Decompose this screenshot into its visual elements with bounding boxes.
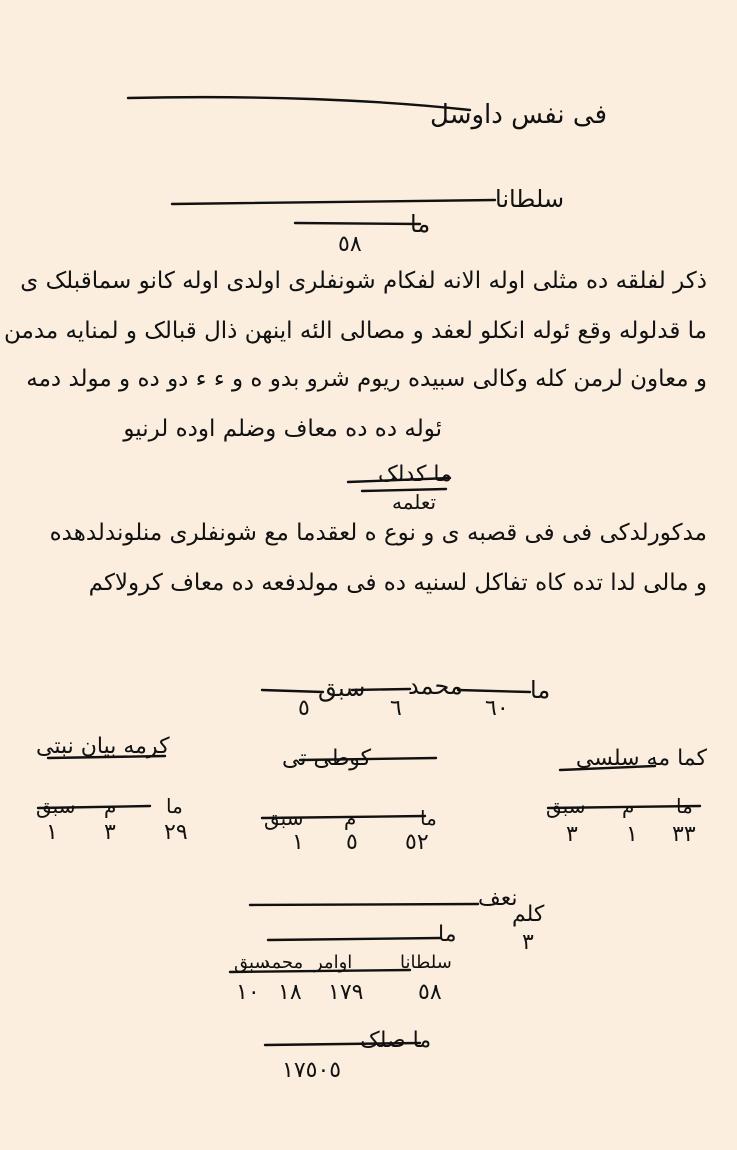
group-center-value-3: ١ xyxy=(292,830,304,855)
paragraph-one-line-4: ئوله ده ده معاف وضلم اوده لرنیو xyxy=(123,416,442,442)
line-three-overline xyxy=(295,223,420,224)
group-left-label-3: سبق xyxy=(546,794,586,818)
group-right-title: کرمه بیان نبتی xyxy=(36,734,170,759)
group-left-title: کما مه سلسی xyxy=(575,746,707,771)
summary-value-a: ٦٠ xyxy=(485,696,509,721)
group-left-value-1: ٣٣ xyxy=(672,822,696,847)
summary-label-b: محمد xyxy=(408,672,463,700)
final-total-label: کلم xyxy=(512,902,545,927)
group-right-value-1: ٢٩ xyxy=(164,820,188,845)
final-row-label: ما xyxy=(438,922,457,947)
summary-stroke-a xyxy=(458,690,530,692)
paragraph-one-line-1: ذکر لفلقه ده مثلی اوله الانه لفکام شونفلری اولدی اوله کانو سماقبلک ی xyxy=(20,268,707,294)
paragraph-two-line-1: مدکورلدکی فی فی قصبه ی و نوع ه لعقدما مع شونفلری منلوندلدهده xyxy=(49,520,707,546)
paragraph-one-line-2: ما قدلوله وقع ئوله انکلو لعفد و مصالی الئه اینهن ذال قبالک و لمنایه مدمن xyxy=(3,318,707,344)
final-header-1: سلطانا xyxy=(400,952,452,973)
final-top-stroke xyxy=(250,904,478,905)
group-right-value-2: ٣ xyxy=(104,820,116,845)
final-mid-stroke xyxy=(268,938,440,940)
final-header-4: سبق xyxy=(234,952,270,973)
group-center-label-3: سبق xyxy=(264,806,304,830)
heading-phrase: فی نفس داوسل xyxy=(430,100,607,130)
group-right-label-3: سبق xyxy=(36,794,76,818)
final-value-2: ١٧٩ xyxy=(328,980,364,1005)
grand-value: ١٧٥٠٥ xyxy=(282,1058,342,1083)
group-center-label-2: م xyxy=(344,806,357,830)
group-left-value-2: ١ xyxy=(626,822,638,847)
line-three-value: ٥٨ xyxy=(338,232,362,257)
final-header-2: اوامر xyxy=(314,952,353,973)
summary-stroke-c xyxy=(262,690,323,692)
summary-label-a: ما xyxy=(530,676,551,704)
summary-value-c: ٥ xyxy=(298,696,310,721)
final-value-4: ١٠ xyxy=(236,980,260,1005)
line-two-label: سلطانا xyxy=(495,185,565,213)
group-center-label-1: ما xyxy=(420,806,437,830)
group-right-value-3: ١ xyxy=(46,820,58,845)
group-left-value-3: ٣ xyxy=(566,822,578,847)
line-three-label: ما xyxy=(410,210,431,238)
group-left-label-2: م xyxy=(622,794,635,818)
final-value-3: ١٨ xyxy=(278,980,302,1005)
title-overline xyxy=(128,97,470,110)
paragraph-one-line-3: و معاون لرمن کله وکالی سبیده ریوم شرو بدو ه و ء ء دو ده و مولد دمه xyxy=(26,366,707,392)
group-center-title: کوطی تی xyxy=(282,746,372,771)
paragraph-two-line-2: و مالی لدا تده کاه تفاکل لسنیه ده فی مولدفعه ده معاف کرولاکم xyxy=(88,570,707,596)
grand-label: ما صلک xyxy=(360,1028,432,1053)
group-right-label-2: م xyxy=(104,794,117,818)
summary-label-c: سبق xyxy=(318,674,366,702)
group-center-value-2: ٥ xyxy=(346,830,358,855)
final-header-3: محمد xyxy=(262,952,304,973)
group-center-value-1: ٥٢ xyxy=(405,830,429,855)
group-left-label-1: ما xyxy=(676,794,693,818)
line-two-overline xyxy=(172,200,495,204)
final-value-1: ٥٨ xyxy=(418,980,442,1005)
final-total-value: ٣ xyxy=(522,930,534,955)
group-right-label-1: ما xyxy=(166,794,183,818)
subheading-bottom: تعلمه xyxy=(392,490,437,514)
final-top-label: نعف xyxy=(478,886,518,911)
subheading-top: ما کدلک xyxy=(378,462,452,487)
summary-value-b: ٦ xyxy=(390,696,402,721)
